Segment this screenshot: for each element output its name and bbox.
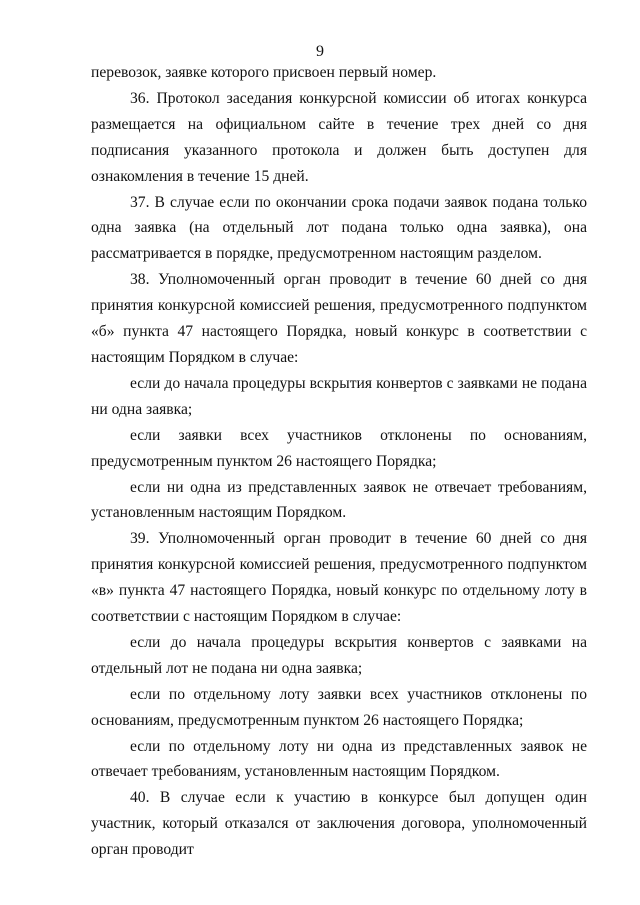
paragraph-item-39: 39. Уполномоченный орган проводит в течение 60 дней со дня принятия конкурсной комиссией решения, предусмотренного подпунктом «в» пункта 47 настоящего Порядка, новый конкурс по отдельному лоту в соответствии с настоящим Порядком в случае: [91, 530, 587, 626]
paragraph-item-39-case-3: если по отдельному лоту ни одна из представленных заявок не отвечает требованиям, установленным настоящим Порядком. [91, 737, 587, 781]
paragraph-item-39-case-2: если по отдельному лоту заявки всех участников отклонены по основаниям, предусмотренным пунктом 26 настоящего Порядка; [91, 685, 587, 729]
paragraph-item-38-case-2: если заявки всех участников отклонены по основаниям, предусмотренным пунктом 26 настоящего Порядка; [91, 426, 587, 470]
paragraph-continuation: перевозок, заявке которого присвоен первый номер. [91, 64, 437, 81]
paragraph-item-38: 38. Уполномоченный орган проводит в течение 60 дней со дня принятия конкурсной комиссией решения, предусмотренного подпунктом «б» пункта 47 настоящего Порядка, новый конкурс в соответствии с настоящим Порядком в случае: [91, 271, 587, 366]
paragraph-item-36: 36. Протокол заседания конкурсной комиссии об итогах конкурса размещается на официальном сайте в течение трех дней со дня подписания указанного протокола и должен быть доступен для ознакомления в течение 15 дней. [91, 89, 587, 185]
paragraph-item-38-case-3: если ни одна из представленных заявок не отвечает требованиям, установленным настоящим Порядком. [91, 478, 587, 522]
paragraph-item-37: 37. В случае если по окончании срока подачи заявок подана только одна заявка (на отдельный лот подана только одна заявка), она рассматривается в порядке, предусмотренном настоящим разделом. [91, 193, 587, 263]
paragraph-item-38-case-1: если до начала процедуры вскрытия конвертов с заявками не подана ни одна заявка; [91, 374, 587, 418]
document-body [91, 60, 587, 863]
paragraph-item-40: 40. В случае если к участию в конкурсе был допущен один участник, который отказался от заключения договора, уполномоченный орган проводит [91, 789, 587, 859]
paragraph-item-39-case-1: если до начала процедуры вскрытия конвертов с заявками на отдельный лот не подана ни одна заявка; [91, 633, 587, 677]
page-number: 9 [316, 43, 324, 60]
